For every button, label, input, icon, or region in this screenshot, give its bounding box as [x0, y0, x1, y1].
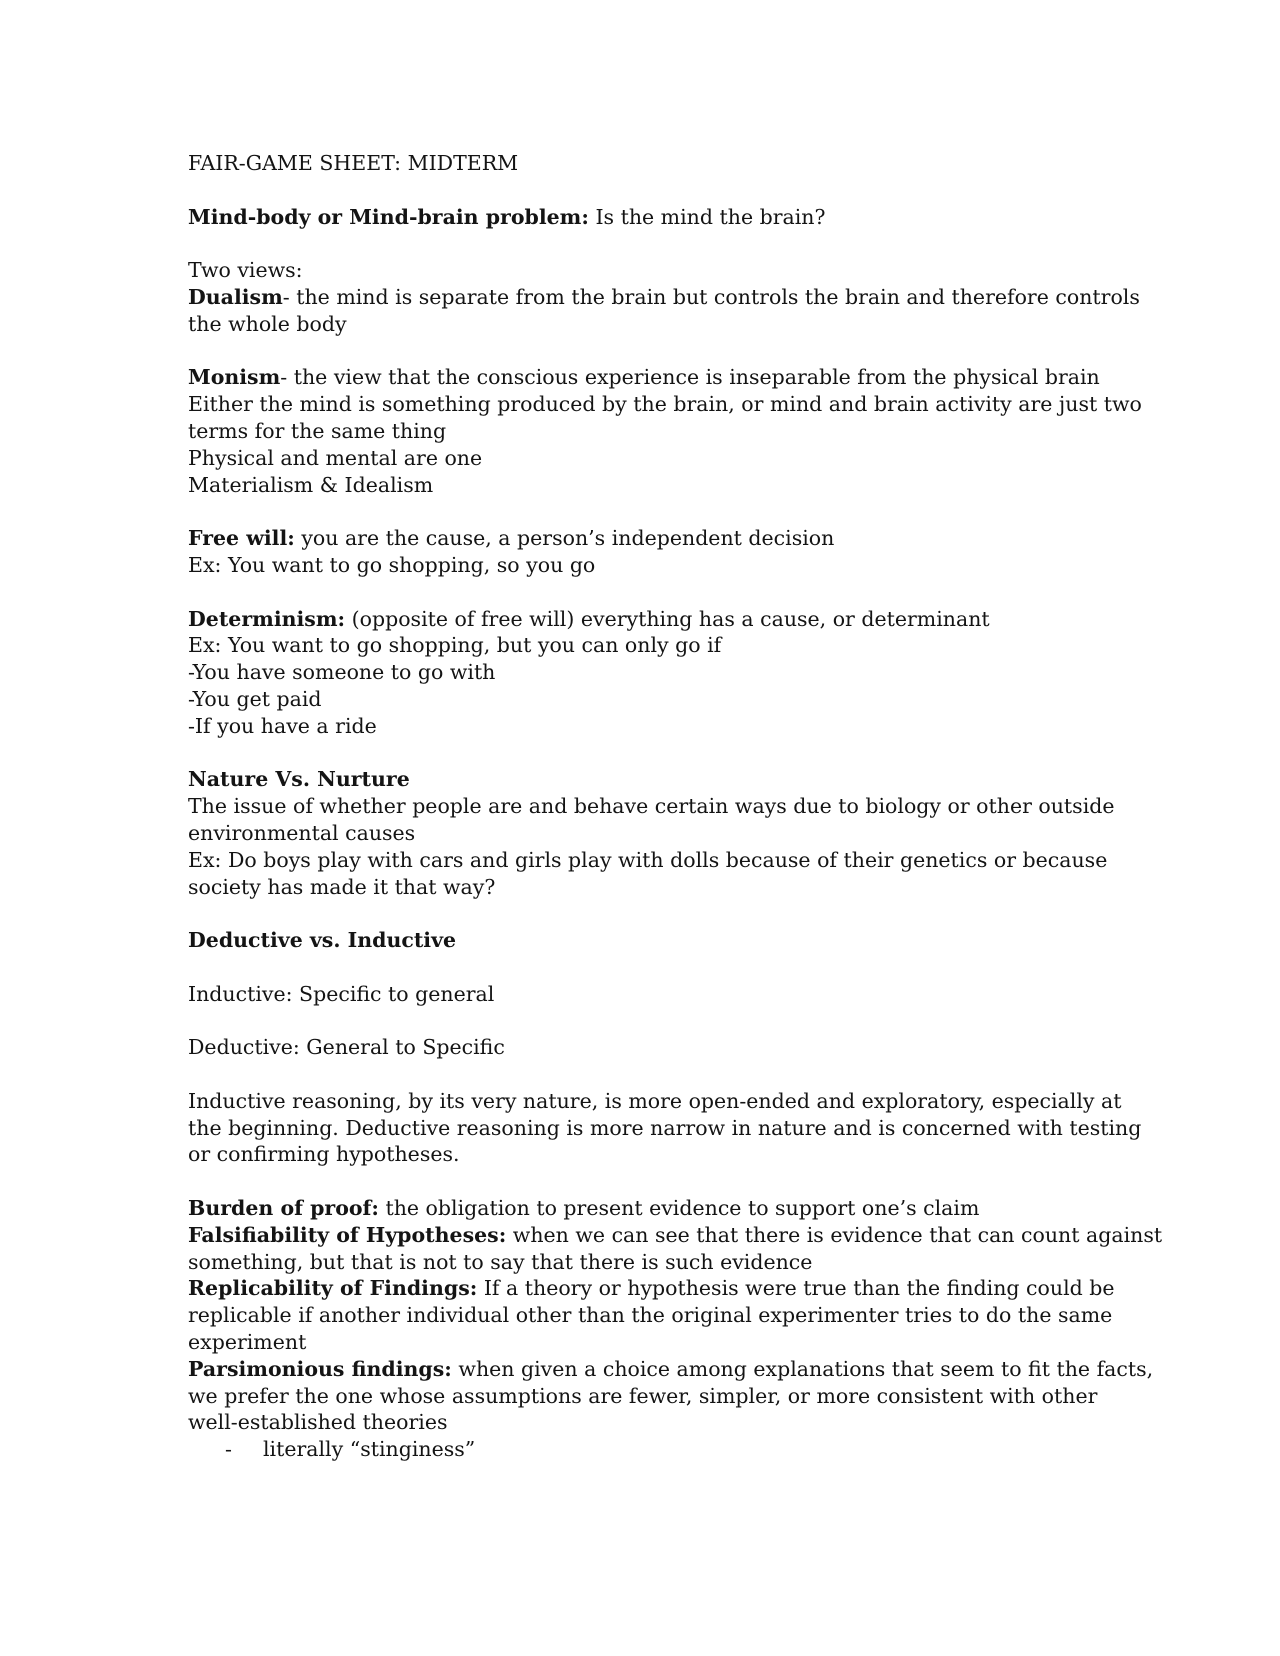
spacer: [188, 338, 1108, 365]
monism-term: Monism: [188, 365, 281, 390]
parsimonious-line-3: well-established theories: [188, 1410, 448, 1435]
spacer: [188, 740, 1108, 767]
parsimonious-line: [188, 1356, 1154, 1383]
determinism-example: Ex: You want to go shopping, but you can only go if: [188, 633, 722, 658]
replicability-term: Replicability of Findings:: [188, 1276, 478, 1301]
free-will-def: you are the cause, a person’s independent decision: [294, 526, 835, 551]
spacer: [188, 177, 1108, 204]
spacer: [188, 900, 1108, 927]
mind-body-question: Is the mind the brain?: [588, 204, 826, 229]
determinism-item: -If you have a ride: [188, 713, 377, 738]
determinism-term: Determinism:: [188, 606, 346, 631]
dualism-def: - the mind is separate from the brain but controls the brain and therefore controls: [282, 284, 1140, 309]
spacer: [188, 579, 1108, 606]
spacer: [188, 498, 1108, 525]
falsifiability-line-2: something, but that is not to say that there is such evidence: [188, 1249, 813, 1274]
reasoning-para-3: or confirming hypotheses.: [188, 1142, 460, 1167]
nature-nurture-line-1: The issue of whether people are and behave certain ways due to biology or other outside: [188, 794, 1115, 819]
determinism-item: -You have someone to go with: [188, 660, 496, 685]
reasoning-para-2: the beginning. Deductive reasoning is more narrow in nature and is concerned with testing: [188, 1115, 1142, 1140]
nature-nurture-line-3: Ex: Do boys play with cars and girls play with dolls because of their genetics or because: [188, 847, 1108, 872]
spacer: [188, 230, 1108, 257]
parsimonious-line-2: we prefer the one whose assumptions are fewer, simpler, or more consistent with other: [188, 1383, 1098, 1408]
falsifiability-term: Falsifiability of Hypotheses:: [188, 1222, 507, 1247]
burden-def: the obligation to present evidence to support one’s claim: [378, 1196, 980, 1221]
spacer: [188, 1008, 1108, 1035]
spacer: [188, 1061, 1108, 1088]
spacer: [188, 1168, 1108, 1195]
determinism-def: (opposite of free will) everything has a cause, or determinant: [345, 606, 990, 631]
dualism-line: [188, 284, 1140, 311]
monism-line: [188, 364, 1108, 391]
mind-body-line: [188, 204, 1108, 231]
mind-body-term: Mind-body or Mind-brain problem:: [188, 204, 589, 229]
replicability-line-2: replicable if another individual other than the original experimenter tries to do the same: [188, 1303, 1113, 1328]
deductive-line: Deductive: General to Specific: [188, 1035, 505, 1060]
nature-nurture-line-2: environmental causes: [188, 820, 416, 845]
bullet-text: literally “stinginess”: [263, 1437, 476, 1462]
falsifiability-line: [188, 1222, 1163, 1249]
burden-line: [188, 1195, 1108, 1222]
deductive-inductive-heading: [188, 927, 1108, 954]
burden-term: Burden of proof:: [188, 1196, 379, 1221]
monism-line-2: Either the mind is something produced by the brain, or mind and brain activity are just two: [188, 392, 1142, 417]
parsimonious-def: when given a choice among explanations that seem to fit the facts,: [451, 1356, 1154, 1381]
monism-line-4: Physical and mental are one: [188, 445, 483, 470]
dualism-line-2: the whole body: [188, 311, 347, 336]
parsimonious-bullet: [188, 1436, 1108, 1463]
monism-def: - the view that the conscious experience is inseparable from the physical brain: [280, 365, 1100, 390]
parsimonious-term: Parsimonious findings:: [188, 1356, 452, 1381]
free-will-term: Free will:: [188, 526, 295, 551]
free-will-example: Ex: You want to go shopping, so you go: [188, 552, 596, 577]
falsifiability-def: when we can see that there is evidence that can count against: [506, 1222, 1163, 1247]
inductive-line: Inductive: Specific to general: [188, 981, 495, 1006]
spacer: [188, 954, 1108, 981]
dualism-term: Dualism: [188, 284, 283, 309]
replicability-def: If a theory or hypothesis were true than the finding could be: [477, 1276, 1115, 1301]
free-will-line: [188, 525, 1108, 552]
monism-line-5: Materialism & Idealism: [188, 472, 434, 497]
two-views-label: Two views:: [188, 258, 303, 283]
replicability-line: [188, 1275, 1115, 1302]
reasoning-para-1: Inductive reasoning, by its very nature, is more open-ended and exploratory, especially at: [188, 1088, 1122, 1113]
document-title: FAIR-GAME SHEET: MIDTERM: [188, 151, 519, 175]
nature-nurture-term: Nature Vs. Nurture: [188, 767, 410, 792]
nature-nurture-line-4: society has made it that way?: [188, 874, 496, 899]
deductive-inductive-term: Deductive vs. Inductive: [188, 928, 457, 953]
document-page: [188, 150, 1163, 1463]
determinism-line: [188, 606, 1108, 633]
monism-line-3: terms for the same thing: [188, 418, 447, 443]
determinism-item: -You get paid: [188, 686, 322, 711]
nature-nurture-heading: [188, 766, 1108, 793]
bullet-dash: -: [225, 1437, 232, 1462]
replicability-line-3: experiment: [188, 1330, 307, 1355]
